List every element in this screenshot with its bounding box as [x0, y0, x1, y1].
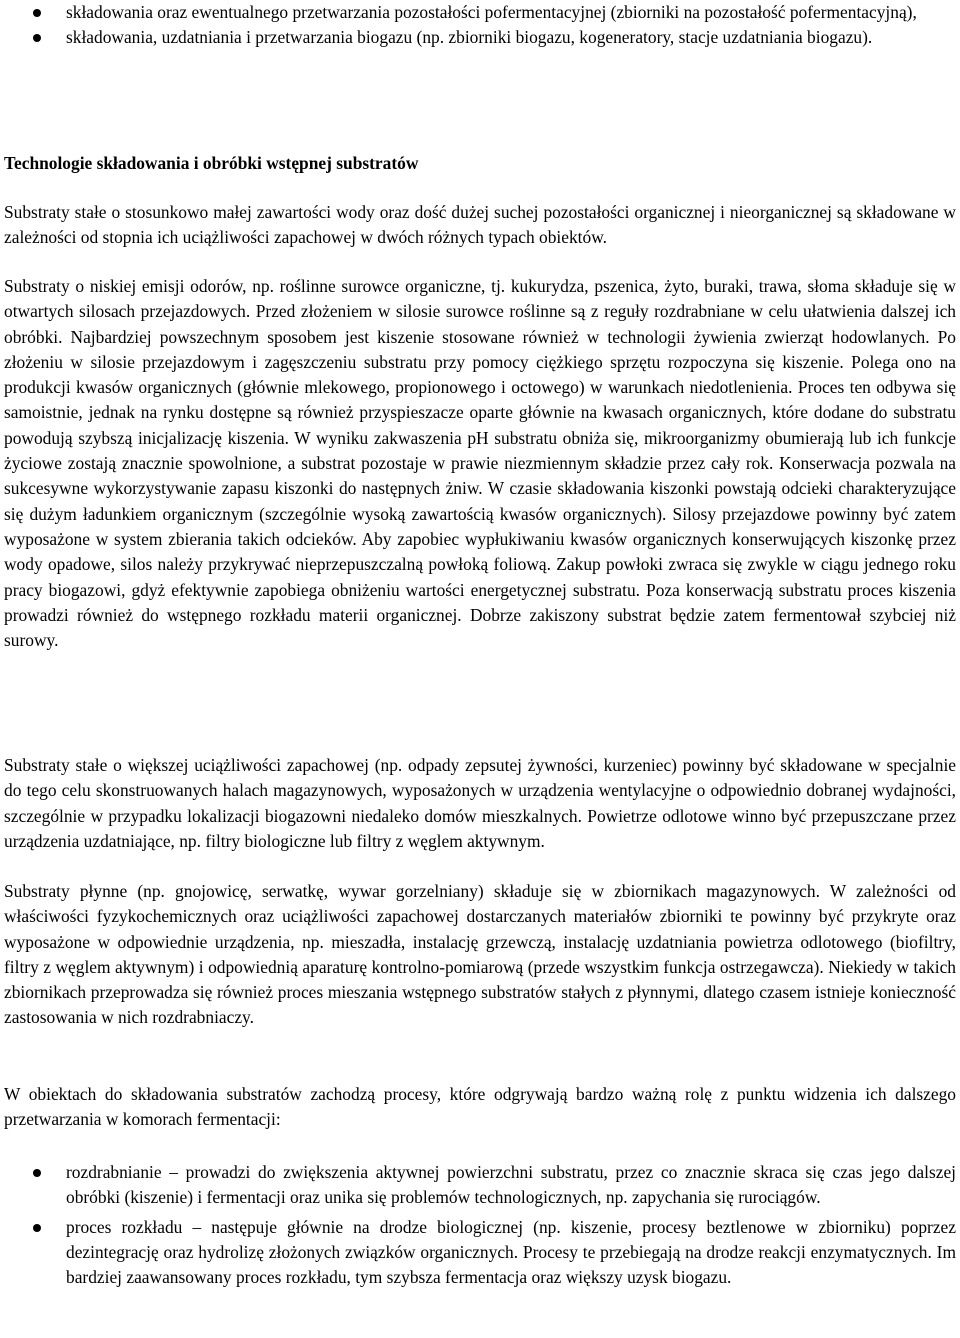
section-heading: Technologie składowania i obróbki wstępnej substratów — [4, 153, 419, 173]
list-item-text: proces rozkładu – następuje głównie na drodze biologicznej (np. kiszenie, procesy beztlenowe w zbiorniku) poprzez dezintegrację oraz hydrolizę złożonych związków organicznych. Procesy te przebiegają na drodze reakcji enzymatycznych. Im bardziej zaawansowany proces rozkładu, tym szybsza fermentacja oraz większy uzysk biogazu. — [66, 1216, 956, 1288]
bullet-icon — [33, 1169, 41, 1177]
list-item — [0, 1215, 960, 1291]
high-odor-paragraph: Substraty stałe o większej uciążliwości zapachowej (np. odpady zepsutej żywności, kurzeniec) powinny być składowane w specjalnie do tego celu skonstruowanych halach magazynowych, wyposażonych w urządzenia wentylacyjne o odpowiednio dobranej wydajności, szczególnie w przypadku lokalizacji biogazowni niedaleko domów mieszkalnych. Powietrze odlotowe winno być przepuszczane przez urządzenia uzdatniające, np. filtry biologiczne lub filtry z węglem aktywnym. — [4, 755, 956, 851]
low-emission-paragraph: Substraty o niskiej emisji odorów, np. roślinne surowce organiczne, tj. kukurydza, pszenica, żyto, buraki, trawa, słoma składuje się w otwartych silosach przejazdowych. Przed złożeniem w silosie surowce roślinne są z reguły rozdrabniane w celu ułatwienia dalszej ich obróbki. Najbardziej powszechnym sposobem jest kiszenie stosowane również w technologii żywienia zwierząt hodowlanych. Po złożeniu w silosie przejazdowym i zagęszczeniu substratu przy pomocy ciężkiego sprzętu rozpoczyna się kiszenie. Polega ono na produkcji kwasów organicznych (głównie mlekowego, propionowego i octowego) w warunkach niedotlenienia. Proces ten odbywa się samoistnie, jednak na rynku dostępne są również przyspieszacze oparte głównie na kwasach organicznych, które dodane do substratu powodują szybszą inicjalizację kiszenia. W wyniku zakwaszenia pH substratu obniża się, mikroorganizmy obumierają lub ich funkcje życiowe zostają znacznie spowolnione, a substrat pozostaje w prawie niezmiennym składzie przez cały rok. Konserwacja pozwala na sukcesywne wykorzystywanie zapasu kiszonki do następnych żniw. W czasie składowania kiszonki powstają odcieki charakteryzujące się dużym ładunkiem organicznym (szczególnie wysoką zawartością kwasów organicznych). Silosy przejazdowe powinny być zatem wyposażone w system zbierania takich odcieków. Aby zapobiec wypłukiwaniu kwasów organicznych konserwujących kiszonkę przez wody opadowe, silos należy przykrywać nieprzepuszczalną powłoką foliową. Zakup powłoki zwraca się zwykle w ciągu jednego roku pracy biogazowi, gdyż efektywnie zapobiega obniżeniu wartości energetycznej substratu. Poza konserwacją substratu proces kiszenia prowadzi również do wstępnego rozkładu materii organicznej. Dobrze zakiszony substrat będzie zatem fermentował szybciej niż surowy. — [4, 276, 956, 651]
list-item — [0, 1160, 960, 1211]
top-bullet-list — [0, 0, 960, 51]
bullet-icon — [33, 1224, 41, 1232]
list-item-text: składowania, uzdatniania i przetwarzania biogazu (np. zbiorniki biogazu, kogeneratory, stacje uzdatniania biogazu). — [66, 27, 873, 48]
bullet-icon — [33, 34, 41, 42]
list-item — [0, 25, 960, 50]
bullet-icon — [33, 9, 41, 17]
processes-paragraph: W obiektach do składowania substratów zachodzą procesy, które odgrywają bardzo ważną rolę z punktu widzenia ich dalszego przetwarzania w komorach fermentacji: — [4, 1084, 956, 1130]
list-item — [0, 0, 960, 25]
intro-paragraph: Substraty stałe o stosunkowo małej zawartości wody oraz dość dużej suchej pozostałości organicznej i nieorganicznej są składowane w zależności od stopnia ich uciążliwości zapachowej w dwóch różnych typach obiektów. — [4, 202, 956, 248]
list-item-text: rozdrabnianie – prowadzi do zwiększenia aktywnej powierzchni substratu, przez co znacznie skraca się czas jego dalszej obróbki (kiszenie) i fermentacji oraz unika się problemów technologicznych, np. zapychania się rurociągów. — [66, 1162, 956, 1208]
liquid-substrates-paragraph: Substraty płynne (np. gnojowicę, serwatkę, wywar gorzelniany) składuje się w zbiornikach magazynowych. W zależności od właściwości fyzykochemicznych oraz uciążliwości zapachowej dostarczanych materiałów zbiorniki te powinny być przykryte oraz wyposażone w odpowiednie urządzenia, np. mieszadła, instalację grzewczą, instalację uzdatniania powietrza odlotowego (biofiltry, filtry z węglem aktywnym) i odpowiednią aparaturę kontrolno-pomiarową (przede wszystkim funkcja ostrzegawcza). Niekiedy w takich zbiornikach przeprowadza się również proces mieszania wstępnego substratów stałych z płynnymi, dlatego czasem istnieje konieczność zastosowania w nich rozdrabniaczy. — [4, 881, 956, 1028]
list-item-text: składowania oraz ewentualnego przetwarzania pozostałości pofermentacyjnej (zbiorniki na pozostałość pofermentacyjną), — [66, 2, 917, 22]
bottom-bullet-list — [0, 1160, 960, 1290]
